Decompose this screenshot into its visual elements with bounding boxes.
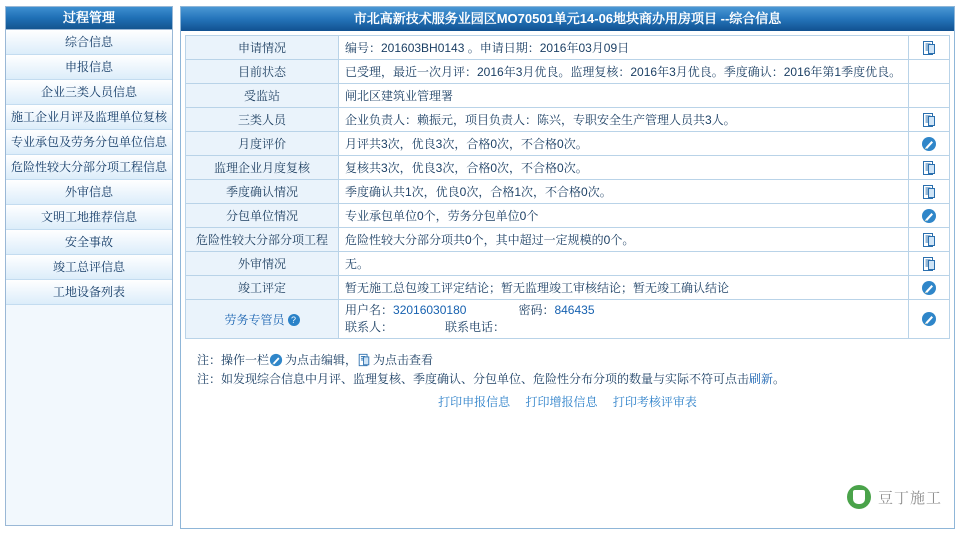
notes-block [197,351,954,389]
password-label: 密码： [518,303,555,317]
print-supplement-link[interactable]: 打印增报信息 [525,395,598,409]
row-value: 企业负责人：赖振元，项目负责人：陈兴，专职安全生产管理人员共3人。 [339,108,909,132]
row-label: 危险性较大分部分项工程 [186,228,339,252]
edit-icon [269,353,285,369]
sidebar-item-monthly-review[interactable]: 施工企业月评及监理单位复核 [6,105,172,130]
username-label: 用户名： [345,303,394,317]
sidebar-item-safety-accident[interactable]: 安全事故 [6,230,172,255]
labor-admin-label: 劳务专管员 [224,312,285,327]
watermark-logo-icon [847,485,871,509]
view-icon[interactable] [921,232,937,248]
help-icon[interactable]: ? [288,314,300,326]
note1-suffix: 为点击查看 [373,353,434,367]
row-value: 暂无施工总包竣工评定结论；暂无监理竣工审核结论；暂无竣工确认结论 [339,276,909,300]
row-action [909,132,950,156]
sidebar-item-three-types-personnel[interactable]: 企业三类人员信息 [6,80,172,105]
table-row [186,36,950,60]
main-panel [180,6,955,529]
row-action [909,180,950,204]
view-icon[interactable] [921,256,937,272]
note1-prefix: 注：操作一栏 [197,353,270,367]
edit-icon[interactable] [921,311,937,327]
password-value: 846435 [554,303,595,317]
sidebar-item-civilized-site[interactable]: 文明工地推荐信息 [6,205,172,230]
print-assessment-link[interactable]: 打印考核评审表 [612,395,697,409]
row-label: 受监站 [186,84,339,108]
note2-prefix: 注：如发现综合信息中月评、监理复核、季度确认、分包单位、危险性分布分项的数量与实际不符可点击 [197,372,750,386]
note-line-2 [197,370,954,389]
sidebar-item-completion-review[interactable]: 竣工总评信息 [6,255,172,280]
row-label: 三类人员 [186,108,339,132]
row-action [909,228,950,252]
note1-mid: 为点击编辑， [285,353,358,367]
sidebar-item-comprehensive-info[interactable]: 综合信息 [6,30,172,55]
edit-icon[interactable] [921,208,937,224]
print-declaration-link[interactable]: 打印申报信息 [438,395,511,409]
row-action [909,36,950,60]
table-row [186,276,950,300]
row-value: 月评共3次，优良3次，合格0次，不合格0次。 [339,132,909,156]
phone-label: 联系电话： [445,320,506,334]
row-label: 月度评价 [186,132,339,156]
row-action [909,156,950,180]
row-label: 监理企业月度复核 [186,156,339,180]
row-label: 申请情况 [186,36,339,60]
view-icon [357,353,373,369]
view-icon[interactable] [921,160,937,176]
sidebar-header: 过程管理 [6,7,172,30]
row-label: 竣工评定 [186,276,339,300]
labor-admin-credentials [339,300,909,339]
refresh-link[interactable]: 刷新 [749,372,774,386]
page-title: 市北高新技术服务业园区MO70501单元14-06地块商办用房项目 --综合信息 [181,7,954,31]
table-row [186,156,950,180]
table-row [186,180,950,204]
view-icon[interactable] [921,112,937,128]
row-value: 专业承包单位0个，劳务分包单位0个 [339,204,909,228]
view-icon[interactable] [921,184,937,200]
row-action [909,276,950,300]
username-value: 32016030180 [393,303,467,317]
labor-admin-label-cell[interactable] [186,300,339,339]
table-row [186,84,950,108]
row-value: 闸北区建筑业管理署 [339,84,909,108]
row-action [909,204,950,228]
table-row [186,60,950,84]
view-icon[interactable] [921,40,937,56]
edit-icon[interactable] [921,280,937,296]
table-row [186,204,950,228]
contact-label: 联系人： [345,320,394,334]
row-value: 无。 [339,252,909,276]
info-table [185,35,950,339]
table-row-labor-admin [186,300,950,339]
row-action [909,252,950,276]
sidebar-item-equipment-list[interactable]: 工地设备列表 [6,280,172,305]
sidebar-item-high-risk-works[interactable]: 危险性较大分部分项工程信息 [6,155,172,180]
row-action [909,300,950,339]
watermark-text: 豆丁施工 [877,489,942,507]
watermark [847,485,942,509]
row-value: 危险性较大分部分项共0个，其中超过一定规模的0个。 [339,228,909,252]
sidebar-item-declaration-info[interactable]: 申报信息 [6,55,172,80]
row-label: 分包单位情况 [186,204,339,228]
row-action [909,84,950,108]
sidebar-item-external-audit[interactable]: 外审信息 [6,180,172,205]
note-line-1 [197,351,954,370]
edit-icon[interactable] [921,136,937,152]
row-value: 编号：201603BH0143 。申请日期：2016年03月09日 [339,36,909,60]
table-row [186,108,950,132]
row-value: 复核共3次，优良3次，合格0次，不合格0次。 [339,156,909,180]
row-label: 季度确认情况 [186,180,339,204]
note2-end: 。 [773,372,786,386]
row-value: 已受理，最近一次月评：2016年3月优良。监理复核：2016年3月优良。季度确认：2016年第1季度优良。 [339,60,909,84]
row-label: 目前状态 [186,60,339,84]
table-row [186,132,950,156]
table-row [186,252,950,276]
sidebar-item-subcontractor-info[interactable]: 专业承包及劳务分包单位信息 [6,130,172,155]
row-action [909,60,950,84]
print-links [181,393,954,410]
sidebar [5,6,173,526]
row-label: 外审情况 [186,252,339,276]
row-value: 季度确认共1次，优良0次，合格1次，不合格0次。 [339,180,909,204]
row-action [909,108,950,132]
labor-admin-contact-line [345,319,902,336]
table-row [186,228,950,252]
labor-admin-account-line [345,302,902,319]
